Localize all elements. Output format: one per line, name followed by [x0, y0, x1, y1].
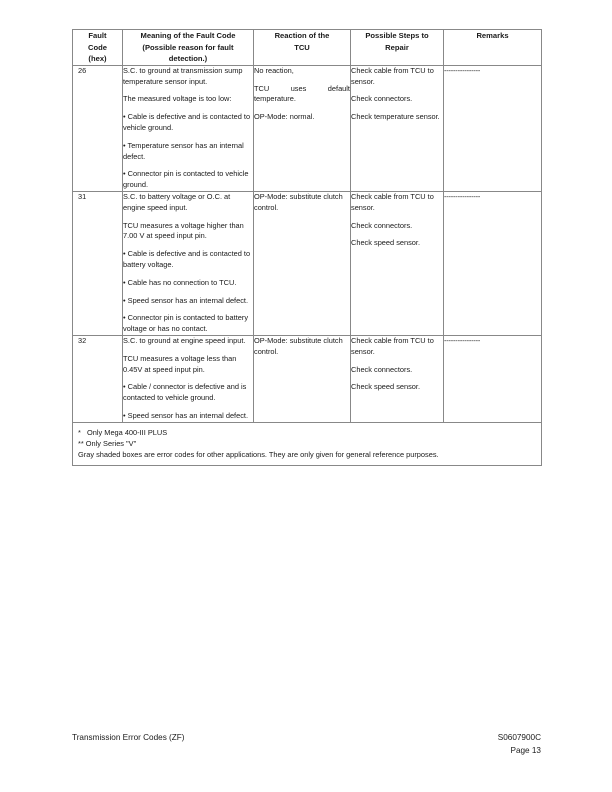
- meaning-bullet: • Cable / connector is defective and is contacted to vehicle ground.: [123, 382, 247, 403]
- footer-document-number: S0607900C: [497, 733, 541, 742]
- meaning-bullet: • Connector pin is contacted to vehicle ground.: [123, 169, 249, 190]
- column-header-steps: [351, 30, 444, 66]
- meaning-paragraph: TCU measures a voltage higher than 7.00 V at speed input pin.: [123, 220, 244, 241]
- column-header-reaction-line1: Reaction of the: [274, 31, 330, 40]
- footnote-line-single-asterisk: * Only Mega 400-III PLUS: [78, 427, 168, 437]
- column-header-reaction-line2: TCU: [294, 42, 310, 52]
- footer-document-meta: [498, 731, 541, 757]
- cell-meaning: [123, 191, 254, 335]
- column-header-fault-code-line2: Code: [88, 42, 107, 52]
- reaction-paragraph: OP-Mode: substitute clutch control.: [254, 335, 343, 356]
- column-header-remarks: Remarks: [444, 30, 542, 66]
- steps-paragraph: Check speed sensor.: [351, 238, 421, 248]
- cell-reaction: [254, 191, 351, 335]
- fault-code-table: [72, 29, 542, 466]
- reaction-paragraph: No reaction,: [254, 65, 294, 75]
- column-header-fault-code: [73, 30, 123, 66]
- column-header-fault-code-line3: (hex): [88, 54, 107, 64]
- table-row: [73, 335, 542, 422]
- meaning-bullet: • Speed sensor has an internal defect.: [123, 295, 249, 305]
- table-footnote-row: [73, 422, 542, 466]
- cell-remarks: [444, 191, 542, 335]
- steps-paragraph: Check cable from TCU to sensor.: [351, 191, 434, 212]
- meaning-bullet: • Speed sensor has an internal defect.: [123, 410, 249, 420]
- reaction-paragraph: OP-Mode: substitute clutch control.: [254, 191, 343, 212]
- table-row: [73, 65, 542, 191]
- steps-paragraph: Check speed sensor.: [351, 382, 421, 392]
- fault-code-value: 31: [78, 191, 87, 201]
- meaning-paragraph: S.C. to ground at engine speed input.: [123, 335, 246, 345]
- column-header-meaning-line2: (Possible reason for fault: [142, 42, 234, 52]
- meaning-bullet: • Cable has no connection to TCU.: [123, 277, 237, 287]
- meaning-bullet: • Connector pin is contacted to battery voltage or has no contact.: [123, 313, 249, 334]
- steps-paragraph: Check cable from TCU to sensor.: [351, 335, 434, 356]
- cell-steps: [351, 191, 444, 335]
- footer-document-title: Transmission Error Codes (ZF): [72, 733, 185, 742]
- meaning-bullet: • Temperature sensor has an internal defect.: [123, 140, 244, 161]
- cell-meaning: [123, 65, 254, 191]
- meaning-paragraph: The measured voltage is too low:: [123, 94, 232, 104]
- steps-paragraph: Check connectors.: [351, 220, 413, 230]
- meaning-paragraph: S.C. to battery voltage or O.C. at engine speed input.: [123, 191, 231, 212]
- cell-steps: [351, 335, 444, 422]
- cell-fault-code: [73, 335, 123, 422]
- cell-meaning: [123, 335, 254, 422]
- cell-reaction: [254, 335, 351, 422]
- cell-footnotes: [73, 422, 542, 466]
- fault-code-value: 32: [78, 335, 87, 345]
- meaning-bullet: • Cable is defective and is contacted to vehicle ground.: [123, 112, 251, 132]
- cell-remarks: [444, 65, 542, 191]
- remarks-dashes: ----------------: [444, 65, 481, 75]
- column-header-steps-line2: Repair: [385, 42, 409, 52]
- remarks-dashes: ----------------: [444, 335, 481, 345]
- column-header-reaction: [254, 30, 351, 66]
- footnote-line-gray-shaded: Gray shaded boxes are error codes for other applications. They are only given for general reference purposes.: [78, 450, 439, 460]
- column-header-meaning: [123, 30, 254, 66]
- column-header-fault-code-line1: Fault: [88, 31, 107, 40]
- cell-fault-code: [73, 65, 123, 191]
- table-header-row: [73, 30, 542, 66]
- table-body: [73, 65, 542, 466]
- meaning-paragraph: S.C. to ground at transmission sump temperature sensor input.: [123, 65, 243, 86]
- column-header-meaning-line3: detection.): [168, 54, 208, 64]
- cell-steps: [351, 65, 444, 191]
- meaning-paragraph: TCU measures a voltage less than 0.45V at speed input pin.: [123, 353, 237, 374]
- meaning-bullet: • Cable is defective and is contacted to battery voltage.: [123, 249, 251, 269]
- table-row: [73, 191, 542, 335]
- cell-remarks: [444, 335, 542, 422]
- column-header-meaning-line1: Meaning of the Fault Code: [140, 31, 236, 40]
- remarks-dashes: ----------------: [444, 191, 481, 201]
- steps-paragraph: Check connectors.: [351, 364, 413, 374]
- footer-page-number: Page 13: [510, 746, 541, 755]
- cell-fault-code: [73, 191, 123, 335]
- column-header-steps-line1: Possible Steps to: [365, 31, 429, 40]
- cell-reaction: [254, 65, 351, 191]
- steps-paragraph: Check temperature sensor.: [351, 112, 440, 122]
- fault-code-value: 26: [78, 65, 87, 75]
- footnote-line-double-asterisk: ** Only Series "V": [78, 438, 137, 448]
- steps-paragraph: Check cable from TCU to sensor.: [351, 65, 434, 86]
- steps-paragraph: Check connectors.: [351, 94, 413, 104]
- reaction-paragraph: OP-Mode: normal.: [254, 112, 315, 122]
- reaction-paragraph: TCU uses default temperature.: [254, 83, 350, 104]
- table-header: [73, 30, 542, 66]
